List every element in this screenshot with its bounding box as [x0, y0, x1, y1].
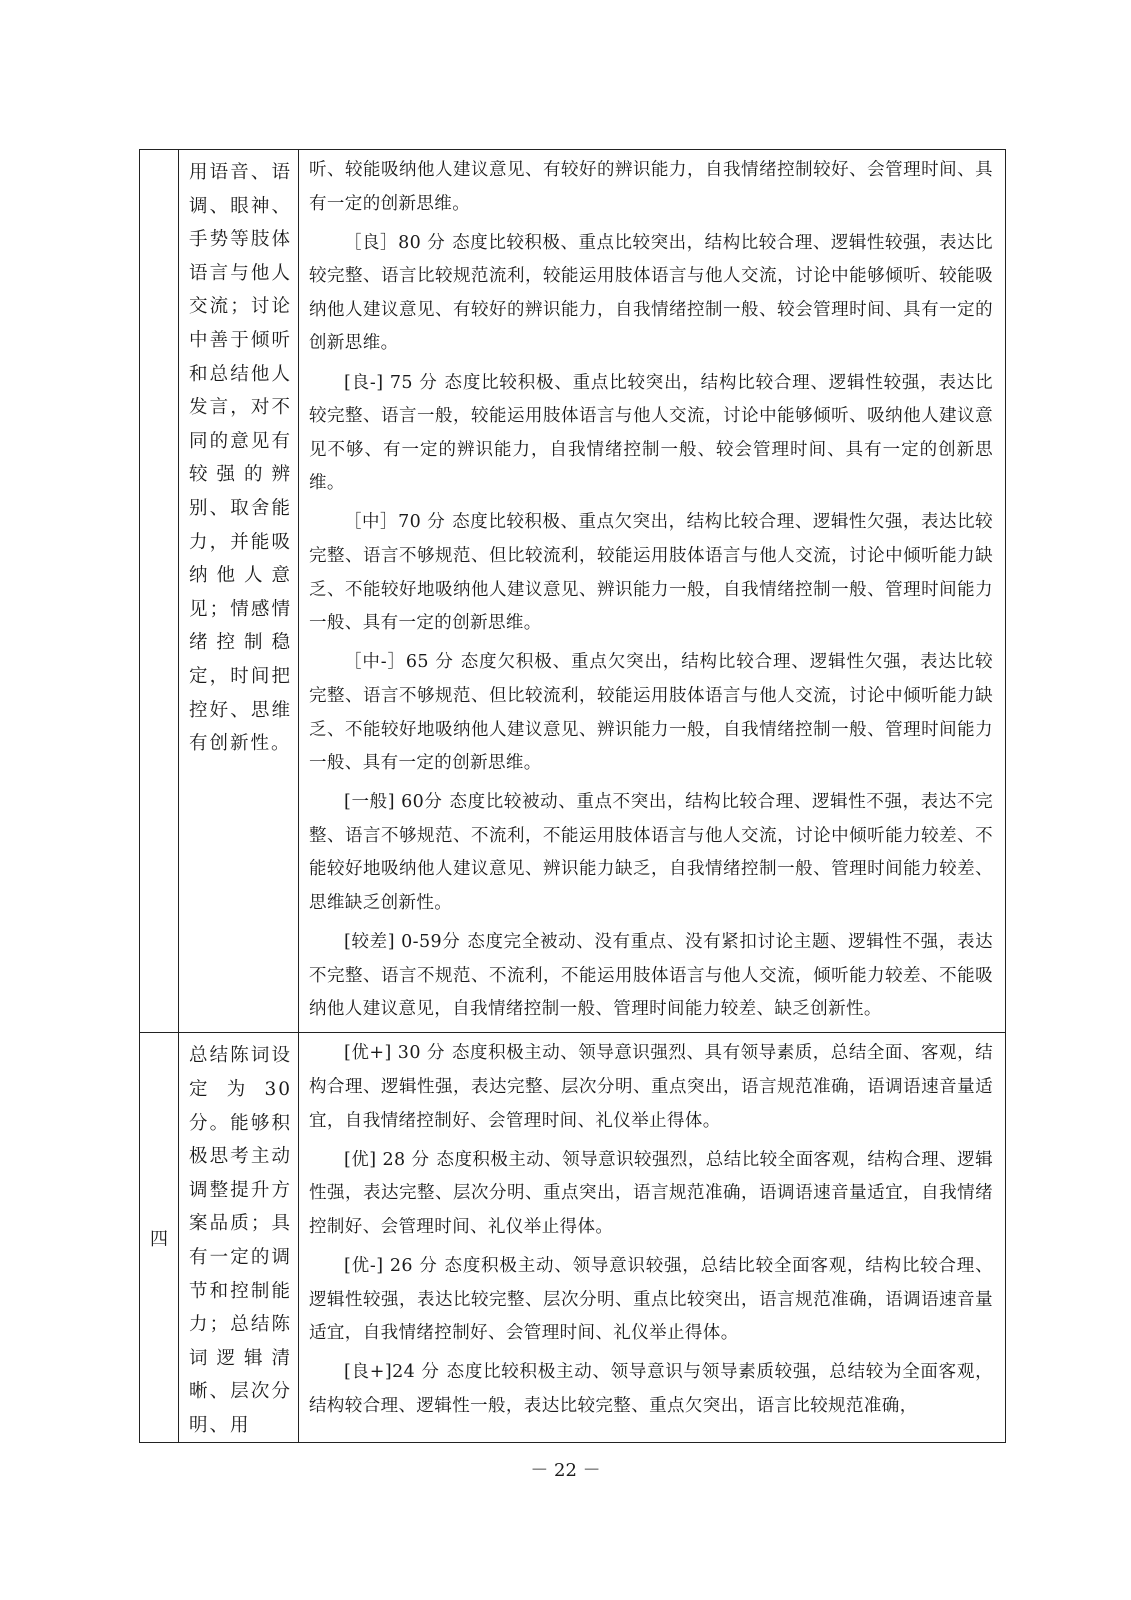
row-number: 四 [140, 1033, 179, 1443]
criteria-text: 总结陈词设定为30分。能够积极思考主动调整提升方案品质；具有一定的调节和控制能力；总结陈词逻辑清晰、层次分明、用 [189, 1045, 292, 1436]
grade-tag: [一般] 60分 [344, 792, 443, 813]
criteria-text: 用语音、语调、眼神、手势等肢体语言与他人交流；讨论中善于倾听和总结他人发言，对不同的意见有较强的辨别、取舍能力，并能吸纳他人意见；情感情绪控制稳定，时间把控好、思维有创新性。 [189, 162, 292, 755]
grade-description: 态度比较被动、重点不突出，结构比较合理、逻辑性不强，表达不完整、语言不够规范、不流利，不能运用肢体语言与他人交流，讨论中倾听能力较差、不能较好地吸纳他人建议意见、辨识能力缺乏，自我情绪控制一般、管理时间能力较差、思维缺乏创新性。 [309, 792, 994, 913]
grade-level [309, 506, 993, 640]
grade-description: 态度比较积极、重点欠突出，结构比较合理、逻辑性欠强，表达比较完整、语言不够规范、但比较流利，较能运用肢体语言与他人交流，讨论中倾听能力缺乏、不能较好地吸纳他人建议意见、辨识能力一般，自我情绪控制一般、管理时间能力一般、具有一定的创新思维。 [309, 512, 993, 634]
grading-cell [299, 1033, 1006, 1443]
table-row [140, 1033, 1006, 1443]
grade-description: 态度积极主动、领导意识较强烈，总结比较全面客观，结构合理、逻辑性强，表达完整、层次分明、重点突出，语言规范准确，语调语速音量适宜，自我情绪控制好、会管理时间、礼仪举止得体。 [309, 1149, 993, 1237]
table-row [140, 150, 1006, 1033]
row-number [140, 150, 179, 1033]
page-number: － 22 － [530, 1460, 601, 1481]
grade-description: 态度积极主动、领导意识强烈、具有领导素质，总结全面、客观，结构合理、逻辑性强，表达完整、层次分明、重点突出，语言规范准确，语调语速音量适宜，自我情绪控制好、会管理时间、礼仪举止得体。 [309, 1043, 994, 1131]
criteria-cell [179, 1033, 299, 1443]
criteria-cell [179, 150, 299, 1033]
grade-tag: [良-] 75 分 [344, 372, 438, 393]
grade-tag: [较差] 0-59分 [344, 932, 461, 953]
scoring-table [139, 149, 1006, 1443]
grade-tag: [良+]24 分 [344, 1362, 440, 1383]
grade-level [309, 926, 993, 1027]
grade-level [309, 367, 993, 501]
grade-level [309, 1144, 993, 1245]
grading-continuation: 听、较能吸纳他人建议意见、有较好的辨识能力，自我情绪控制较好、会管理时间、具有一定的创新思维。 [309, 160, 993, 214]
grade-level [309, 227, 993, 361]
grade-tag: ［中］70 分 [344, 512, 446, 533]
grade-description: 态度比较积极、重点比较突出，结构比较合理、逻辑性较强，表达比较完整、语言一般，较能运用肢体语言与他人交流，讨论中能够倾听、吸纳他人建议意见不够、有一定的辨识能力，自我情绪控制一般、较会管理时间、具有一定的创新思维。 [309, 372, 994, 494]
grade-tag: [优-] 26 分 [344, 1255, 438, 1276]
grade-description: 态度比较积极主动、领导意识与领导素质较强，总结较为全面客观，结构较合理、逻辑性一般，表达比较完整、重点欠突出，语言比较规范准确， [309, 1362, 993, 1416]
grade-level [309, 1356, 993, 1423]
grade-tag: ［中-］65 分 [344, 652, 454, 673]
grade-tag: [优+] 30 分 [344, 1043, 446, 1064]
grade-tag: [优] 28 分 [344, 1149, 430, 1170]
grade-level [309, 646, 993, 780]
grade-level [309, 1037, 993, 1138]
grade-tag: ［良］80 分 [344, 232, 446, 253]
grading-cell [299, 150, 1006, 1033]
grade-level [309, 1250, 993, 1351]
grade-level [309, 786, 993, 920]
grade-description: 态度积极主动、领导意识较强，总结比较全面客观，结构比较合理、逻辑性较强，表达比较完整、层次分明、重点比较突出，语言规范准确，语调语速音量适宜，自我情绪控制好、会管理时间、礼仪举止得体。 [309, 1255, 994, 1344]
grade-description: 态度欠积极、重点欠突出，结构比较合理、逻辑性欠强，表达比较完整、语言不够规范、但比较流利，较能运用肢体语言与他人交流，讨论中倾听能力缺乏、不能较好地吸纳他人建议意见、辨识能力一般，自我情绪控制一般、管理时间能力一般、具有一定的创新思维。 [309, 652, 993, 774]
grade-description: 态度比较积极、重点比较突出，结构比较合理、逻辑性较强，表达比较完整、语言比较规范流利，较能运用肢体语言与他人交流，讨论中能够倾听、较能吸纳他人建议意见、有较好的辨识能力，自我情绪控制一般、较会管理时间、具有一定的创新思维。 [309, 232, 993, 354]
grade-description: 态度完全被动、没有重点、没有紧扣讨论主题、逻辑性不强，表达不完整、语言不规范、不流利，不能运用肢体语言与他人交流，倾听能力较差、不能吸纳他人建议意见，自我情绪控制一般、管理时间能力较差、缺乏创新性。 [309, 932, 993, 1020]
